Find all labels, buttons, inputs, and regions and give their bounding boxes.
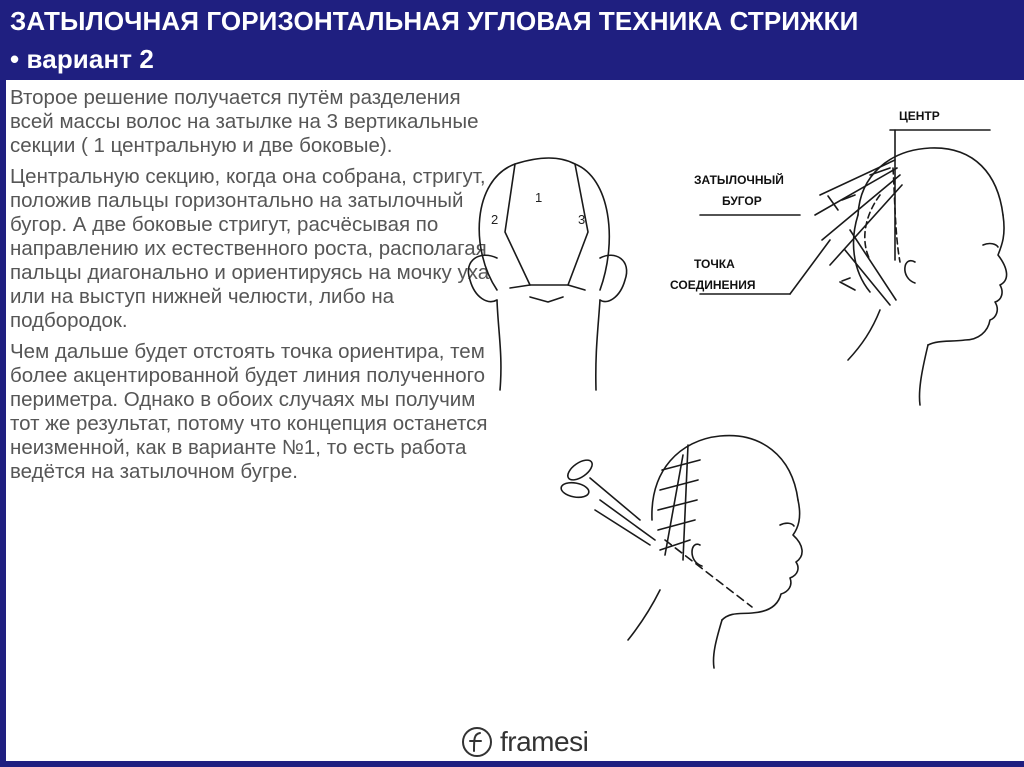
brand-wordmark: framesi [500, 726, 589, 757]
label-occipital-bump-2: БУГОР [722, 194, 762, 208]
section-number-2: 2 [491, 212, 499, 227]
head-profile-cutting-illustration [560, 436, 802, 668]
paragraph-3: Чем дальше будет отстоять точка ориентира, тем более акцентированной будет линия полученного периметра. Однако в обоих случаях мы получим тот же результат, потому что концепция останется неизменной, как в варианте №1, то есть работа ведётся на затылочном бугре. [10, 340, 488, 483]
framesi-logo-icon [460, 725, 494, 759]
section-number-3: 3 [578, 212, 586, 227]
head-back-view-illustration [468, 158, 626, 390]
title-line-2: • вариант 2 [10, 44, 154, 74]
title-line-1: ЗАТЫЛОЧНАЯ ГОРИЗОНТАЛЬНАЯ УГЛОВАЯ ТЕХНИКА СТРИЖКИ [10, 6, 859, 36]
paragraph-2: Центральную секцию, когда она собрана, стригут, положив пальцы горизонтально на затылочный бугор. А две боковые стригут, расчёсывая по направлению их естественного роста, располагая пальцы диагонально и ориентируясь на мочку уха или на выступ нижней челюсти, либо на подбородок. [10, 165, 490, 332]
paragraph-1: Второе решение получается путём разделения всей массы волос на затылке на 3 вертикальные секции ( 1 центральную и две боковые). [10, 86, 479, 157]
label-occipital-bump-1: ЗАТЫЛОЧНЫЙ [694, 173, 784, 187]
label-connection-point-2: СОЕДИНЕНИЯ [670, 278, 756, 292]
head-profile-sections-illustration [700, 130, 1007, 405]
label-connection-point-1: ТОЧКА [694, 257, 735, 271]
section-number-1: 1 [535, 190, 543, 205]
brand-logo [460, 722, 588, 762]
label-center: ЦЕНТР [899, 109, 940, 123]
